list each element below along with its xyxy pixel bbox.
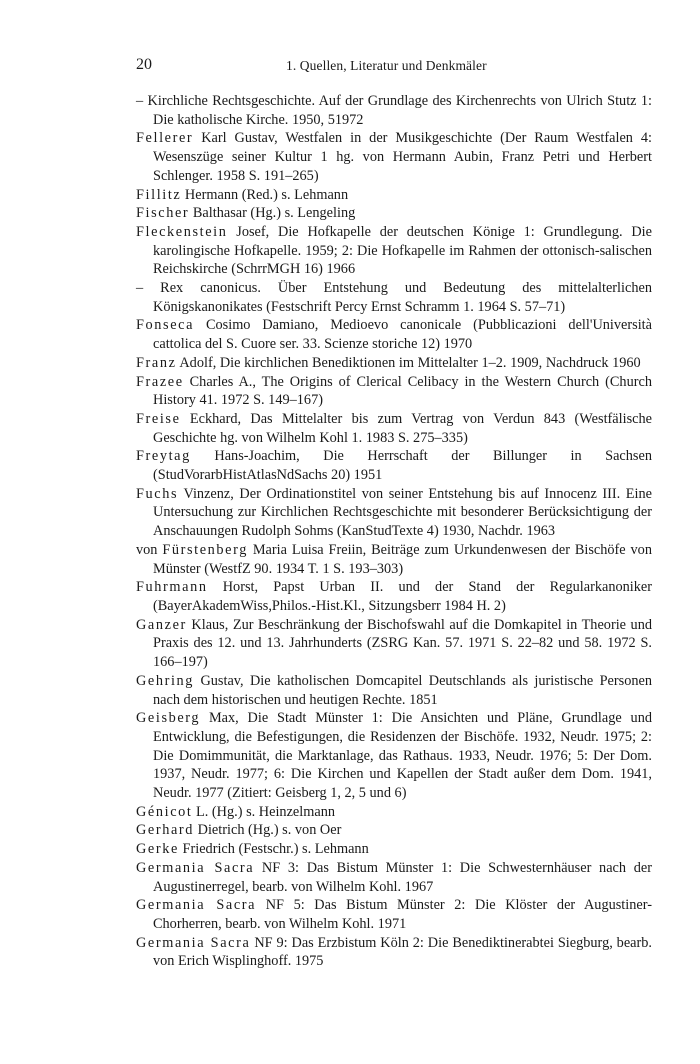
entry-prefix: von bbox=[136, 541, 163, 558]
entry-author: Fleckenstein bbox=[136, 223, 228, 240]
bibliography-entry bbox=[136, 672, 652, 709]
entry-author: Gerhard bbox=[136, 822, 195, 839]
entry-author: Fonseca bbox=[136, 317, 195, 334]
bibliography-entry bbox=[136, 373, 652, 410]
bibliography-entry bbox=[136, 821, 652, 840]
entry-text: Adolf, Die kirchlichen Benediktionen im Mittelalter 1–2. 1909, Nachdruck 1960 bbox=[176, 354, 641, 371]
entry-author: Fuchs bbox=[136, 485, 179, 502]
entry-text: Gustav, Die katholischen Domcapitel Deutschlands als juristische Personen nach dem historischen und heutigen Rechte. 1851 bbox=[153, 672, 652, 708]
entry-text: Klaus, Zur Beschränkung der Bischofswahl auf die Domkapitel in Theorie und Praxis des 12. und 13. Jahrhunderts (ZSRG Kan. 57. 1971 S. 22–82 und 58. 1972 S. 166–197) bbox=[153, 616, 652, 671]
page-header bbox=[136, 56, 652, 78]
bibliography-entry bbox=[136, 709, 652, 803]
bibliography-entry bbox=[136, 840, 652, 859]
bibliography-entry bbox=[136, 279, 652, 316]
entry-author: Germania Sacra bbox=[136, 897, 257, 914]
entry-author: Fellerer bbox=[136, 130, 194, 147]
entry-author: Germania Sacra bbox=[136, 934, 251, 951]
entry-author: Freise bbox=[136, 410, 181, 427]
entry-author: Germania Sacra bbox=[136, 859, 255, 876]
bibliography-entry bbox=[136, 186, 652, 205]
bibliography-list bbox=[136, 92, 652, 971]
entry-author: Génicot bbox=[136, 803, 193, 820]
entry-author: Fillitz bbox=[136, 186, 182, 203]
bibliography-entry bbox=[136, 316, 652, 353]
entry-author: Fischer bbox=[136, 205, 190, 222]
entry-prefix: – bbox=[136, 280, 161, 297]
bibliography-entry bbox=[136, 129, 652, 185]
entry-text: Maria Luisa Freiin, Beiträge zum Urkundenwesen der Bischöfe von Münster (WestfZ 90. 1934 T. 1 S. 193–303) bbox=[153, 541, 652, 577]
entry-text: Hans-Joachim, Die Herrschaft der Billunger in Sachsen (StudVorarbHistAtlasNdSachs 20) 1951 bbox=[153, 448, 652, 484]
entry-text: NF 9: Das Erzbistum Köln 2: Die Benediktinerabtei Siegburg, bearb. von Erich Wisplinghoff. 1975 bbox=[153, 934, 653, 970]
entry-text: NF 5: Das Bistum Münster 2: Die Klöster der Augustiner-Chorherren, bearb. von Wilhelm Kohl. 1971 bbox=[153, 897, 652, 932]
entry-text: Eckhard, Das Mittelalter bis zum Vertrag von Verdun 843 (Westfälische Geschichte hg. von Wilhelm Kohl 1. 1983 S. 275–335) bbox=[153, 410, 652, 446]
entry-text: Charles A., The Origins of Clerical Celibacy in the Western Church (Church History 41. 1972 S. 149–167) bbox=[153, 373, 652, 409]
entry-text: Horst, Papst Urban II. und der Stand der Regularkanoniker (BayerAkademWiss,Philos.-Hist.Kl., Sitzungsberr 1984 H. 2) bbox=[153, 579, 652, 614]
entry-text: Balthasar (Hg.) s. Lengeling bbox=[189, 205, 356, 222]
bibliography-entry bbox=[136, 447, 652, 484]
entry-author: Fürstenberg bbox=[162, 541, 248, 558]
bibliography-entry bbox=[136, 223, 652, 279]
bibliography-entry bbox=[136, 541, 652, 578]
bibliography-entry bbox=[136, 803, 652, 822]
entry-author: Franz bbox=[136, 354, 177, 371]
running-head: 1. Quellen, Literatur und Denkmäler bbox=[286, 58, 487, 73]
bibliography-entry bbox=[136, 485, 652, 541]
entry-text: NF 3: Das Bistum Münster 1: Die Schwesternhäuser nach der Augustinerregel, bearb. von Wilhelm Kohl. 1967 bbox=[153, 859, 652, 895]
bibliography-entry bbox=[136, 354, 652, 373]
bibliography-entry bbox=[136, 896, 652, 933]
bibliography-entry bbox=[136, 934, 652, 971]
bibliography-entry bbox=[136, 204, 652, 223]
entry-text: Friedrich (Festschr.) s. Lehmann bbox=[178, 841, 369, 858]
entry-author: Geisberg bbox=[136, 710, 201, 727]
entry-author: Gehring bbox=[136, 672, 195, 689]
entry-text: Dietrich (Hg.) s. von Oer bbox=[194, 822, 342, 839]
entry-text: Kirchliche Rechtsgeschichte. Auf der Grundlage des Kirchenrechts von Ulrich Stutz 1: Die katholische Kirche. 1950, 51972 bbox=[147, 93, 652, 128]
entry-text: Hermann (Red.) s. Lehmann bbox=[181, 186, 349, 203]
entry-author: Frazee bbox=[136, 373, 184, 390]
entry-text: Cosimo Damiano, Medioevo canonicale (Pubblicazioni dell'Università cattolica del S. Cuore ser. 33. Scienze storiche 12) 1970 bbox=[153, 317, 652, 353]
page-number: 20 bbox=[136, 56, 152, 73]
entry-author: Ganzer bbox=[136, 616, 187, 633]
entry-text: Karl Gustav, Westfalen in der Musikgeschichte (Der Raum Westfalen 4: Wesenszüge seiner Kultur 1 hg. von Hermann Aubin, Franz Petri und Herbert Schlenger. 1958 S. 191–265) bbox=[153, 130, 652, 184]
bibliography-entry bbox=[136, 616, 652, 672]
entry-prefix: – bbox=[136, 93, 148, 109]
entry-text: Vinzenz, Der Ordinationstitel von seiner Entstehung bis auf Innocenz III. Eine Untersuchung zur Kirchlichen Rechtsgeschichte mit besonderer Berücksichtigung der Anschauungen Rudolph Sohms (KanStudTexte 4) 1930, Nachdr. 1963 bbox=[153, 485, 652, 540]
entry-author: Fuhrmann bbox=[136, 579, 208, 596]
bibliography-entry bbox=[136, 92, 652, 129]
bibliography-entry bbox=[136, 410, 652, 447]
entry-text: Josef, Die Hofkapelle der deutschen Könige 1: Grundlegung. Die karolingische Hofkapelle. 1959; 2: Die Hofkapelle im Rahmen der ottonisch-salischen Reichskirche (SchrrMGH 16) 1966 bbox=[153, 223, 652, 278]
entry-text: Max, Die Stadt Münster 1: Die Ansichten und Pläne, Grundlage und Entwicklung, die Befestigungen, die Residenzen der Bischöfe. 1932, Neudr. 1975; 2: Die Domimmunität, die Marktanlage, das Rathaus. 1933, Neudr. 1976; 5: Der Dom. 1937, Neudr. 1977; 6: Die Kirchen und Kapellen der Stadt außer dem Dom. 1941, Neudr. 1977 (Zitiert: Geisberg 1, 2, 5 und 6) bbox=[153, 710, 652, 802]
bibliography-entry bbox=[136, 859, 652, 896]
bibliography-entry bbox=[136, 578, 652, 615]
entry-author: Gerke bbox=[136, 841, 179, 858]
entry-author: Freytag bbox=[136, 448, 191, 465]
entry-text: Rex canonicus. Über Entstehung und Bedeutung des mittelalterlichen Königskanonikates (Festschrift Percy Ernst Schramm 1. 1964 S. 57–71) bbox=[153, 280, 652, 315]
entry-text: L. (Hg.) s. Heinzelmann bbox=[192, 803, 335, 820]
